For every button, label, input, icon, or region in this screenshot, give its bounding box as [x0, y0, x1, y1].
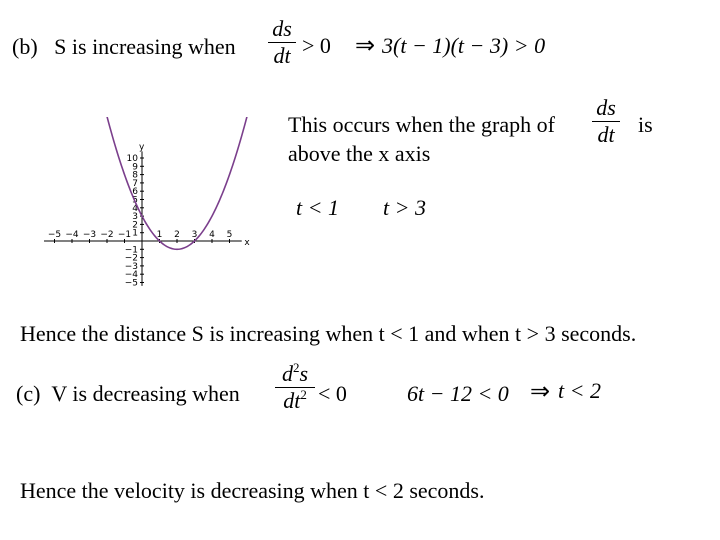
occurs-line-1: This occurs when the graph of [288, 112, 555, 137]
y-tick-label: 7 [132, 178, 138, 189]
x-tick-label: −4 [65, 230, 79, 240]
second-derivative-fraction: $d^2s$ $dt^2$ [275, 362, 315, 413]
y-tick-label: 2 [132, 220, 138, 231]
y-tick-label: 3 [132, 212, 138, 223]
y-tick-label: 9 [132, 162, 138, 173]
part-c-inequality: < 0 [318, 381, 347, 406]
implies-symbol-c: ⇒ [530, 379, 551, 405]
x-tick-label: −2 [100, 230, 114, 240]
part-b-intro: S is increasing when [54, 34, 236, 59]
y-tick-label: 6 [132, 187, 138, 198]
ds-dt-fraction: ds dt [268, 17, 296, 68]
y-tick-label: 5 [132, 195, 138, 206]
x-axis-label: x [244, 238, 250, 248]
part-b-conclusion: Hence the distance S is increasing when t < 1 and when t > 3 seconds. [20, 321, 637, 346]
x-tick-label: 1 [156, 230, 163, 240]
x-tick-label: 3 [191, 230, 198, 240]
occurs-is: is [638, 112, 653, 137]
occurs-line-2: above the x axis [288, 141, 431, 166]
part-c-result: t < 2 [558, 378, 601, 403]
y-tick-label: −2 [124, 253, 138, 264]
part-c-label: (c) V is decreasing when [16, 381, 240, 406]
y-tick-label: −1 [124, 245, 138, 256]
solution-t-greater-3: t > 3 [383, 195, 426, 220]
part-c-conclusion: Hence the velocity is decreasing when t < 2 seconds. [20, 478, 485, 503]
y-tick-label: 8 [132, 170, 138, 181]
x-tick-label: −3 [82, 230, 97, 240]
part-b-inequality: > 0 [302, 33, 331, 58]
x-tick-label: 4 [209, 230, 215, 240]
part-b-label: (b) S is increasing when [12, 34, 236, 59]
implies-symbol-b: ⇒ [355, 33, 376, 59]
occurs-ds-dt-fraction: ds dt [592, 96, 620, 147]
solution-t-less-1: t < 1 [296, 195, 339, 220]
y-tick-label: −4 [124, 270, 138, 281]
part-b-factored-expression: 3(t − 1)(t − 3) > 0 [382, 33, 546, 58]
part-c-intro: V is decreasing when [51, 381, 240, 406]
x-tick-label: −1 [117, 230, 132, 240]
part-c-linear-expression: 6t − 12 < 0 [407, 381, 509, 406]
x-tick-label: 2 [174, 230, 180, 240]
x-tick-label: 5 [226, 230, 233, 240]
y-tick-label: −3 [124, 261, 138, 272]
y-tick-label: −5 [124, 278, 138, 289]
y-axis-label: y [139, 142, 145, 153]
y-tick-label: 1 [132, 228, 138, 239]
y-tick-label: 10 [126, 154, 138, 164]
x-tick-label: −5 [47, 230, 62, 240]
parabola-graph [34, 117, 254, 303]
y-tick-label: 4 [132, 203, 138, 214]
